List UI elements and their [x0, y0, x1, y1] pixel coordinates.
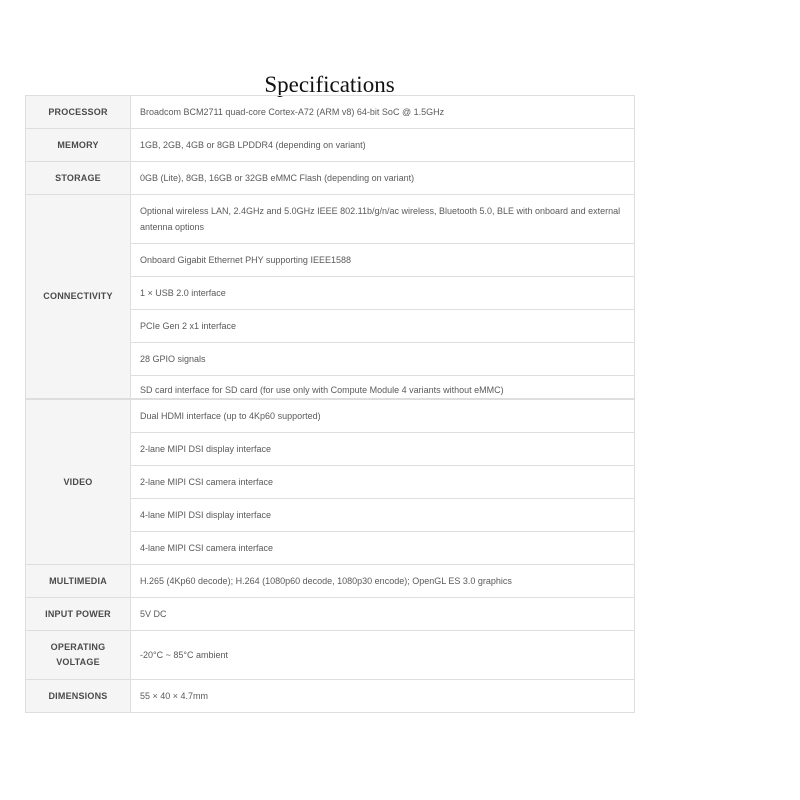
spec-label-multimedia: MULTIMEDIA [26, 565, 131, 598]
spec-value-video-2: 2-lane MIPI DSI display interface [131, 433, 635, 466]
spec-row-input-power [26, 598, 635, 631]
spec-value-connectivity-4: PCIe Gen 2 x1 interface [131, 310, 635, 343]
spec-table-top [25, 95, 635, 399]
page-title: Specifications [264, 72, 395, 97]
spec-label-video: VIDEO [26, 400, 131, 565]
spec-value-operating-voltage: -20°C ~ 85°C ambient [131, 631, 635, 680]
spec-label-operating-voltage [26, 631, 131, 680]
spec-value-video-4: 4-lane MIPI DSI display interface [131, 499, 635, 532]
spec-label-input-power: INPUT POWER [26, 598, 131, 631]
spec-value-video-3: 2-lane MIPI CSI camera interface [131, 466, 635, 499]
spec-row-multimedia [26, 565, 635, 598]
spec-label-operating-voltage-line2: VOLTAGE [56, 657, 100, 667]
spec-value-connectivity-5: 28 GPIO signals [131, 343, 635, 376]
spec-value-video-1: Dual HDMI interface (up to 4Kp60 supported) [131, 400, 635, 433]
spec-label-operating-voltage-line1: OPERATING [50, 642, 106, 652]
spec-row-connectivity [26, 195, 635, 244]
spec-value-connectivity-2: Onboard Gigabit Ethernet PHY supporting IEEE1588 [131, 244, 635, 277]
spec-row-memory [26, 129, 635, 162]
spec-value-storage: 0GB (Lite), 8GB, 16GB or 32GB eMMC Flash (depending on variant) [131, 162, 635, 195]
spec-label-storage: STORAGE [26, 162, 131, 195]
spec-row-dimensions [26, 680, 635, 713]
spec-table-bottom [25, 399, 635, 713]
spec-value-multimedia: H.265 (4Kp60 decode); H.264 (1080p60 decode, 1080p30 encode); OpenGL ES 3.0 graphics [131, 565, 635, 598]
spec-row-operating-voltage [26, 631, 635, 680]
spec-value-input-power: 5V DC [131, 598, 635, 631]
spec-row-processor [26, 96, 635, 129]
spec-value-dimensions: 55 × 40 × 4.7mm [131, 680, 635, 713]
spec-value-connectivity-1: Optional wireless LAN, 2.4GHz and 5.0GHz IEEE 802.11b/g/n/ac wireless, Bluetooth 5.0, BLE with onboard and external antenna options [131, 195, 635, 244]
spec-value-connectivity-3: 1 × USB 2.0 interface [131, 277, 635, 310]
spec-label-dimensions: DIMENSIONS [26, 680, 131, 713]
spec-row-video [26, 400, 635, 433]
spec-value-video-5: 4-lane MIPI CSI camera interface [131, 532, 635, 565]
spec-label-processor: PROCESSOR [26, 96, 131, 129]
spec-label-memory: MEMORY [26, 129, 131, 162]
spec-value-connectivity-6: SD card interface for SD card (for use only with Compute Module 4 variants without eMMC) [131, 376, 635, 399]
spec-value-memory: 1GB, 2GB, 4GB or 8GB LPDDR4 (depending on variant) [131, 129, 635, 162]
spec-value-processor: Broadcom BCM2711 quad-core Cortex-A72 (ARM v8) 64-bit SoC @ 1.5GHz [131, 96, 635, 129]
spec-row-storage [26, 162, 635, 195]
spec-label-connectivity: CONNECTIVITY [26, 195, 131, 399]
